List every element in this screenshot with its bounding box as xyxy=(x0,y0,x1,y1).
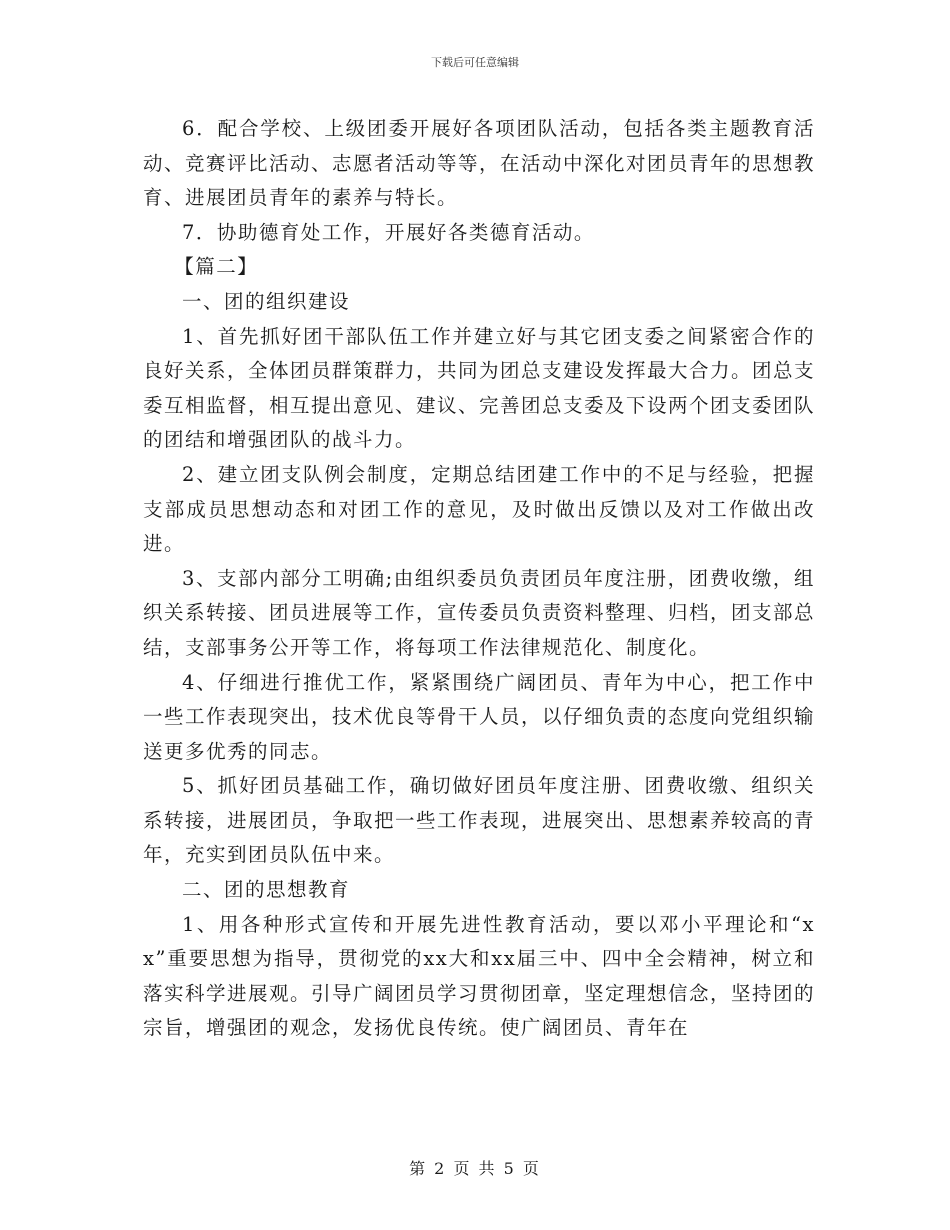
section-label-part-two: 【篇二】 xyxy=(174,255,259,279)
section-heading-ideology: 二、团的思想教育 xyxy=(182,878,351,902)
paragraph-org-4: 4、仔细进行推优工作，紧紧围绕广阔团员、青年为中心，把工作中一些工作表现突出，技术优良等骨干人员，以仔细负责的态度向党组织输送更多优秀的同志。 xyxy=(143,670,816,763)
page-header: 下载后可任意编辑 xyxy=(431,56,519,69)
paragraph-item-6: 6．配合学校、上级团委开展好各项团队活动，包括各类主题教育活动、竞赛评比活动、志愿者活动等等，在活动中深化对团员青年的思想教育、进展团员青年的素养与特长。 xyxy=(143,117,816,210)
section-heading-organization: 一、团的组织建设 xyxy=(182,289,351,313)
paragraph-org-2: 2、建立团支队例会制度，定期总结团建工作中的不足与经验，把握支部成员思想动态和对团工作的意见，及时做出反馈以及对工作做出改进。 xyxy=(143,462,815,556)
paragraph-org-5: 5、抓好团员基础工作，确切做好团员年度注册、团费收缴、组织关系转接，进展团员，争取把一些工作表现，进展突出、思想素养较高的青年，充实到团员队伍中来。 xyxy=(143,774,816,867)
paragraph-org-3: 3、支部内部分工明确;由组织委员负责团员年度注册，团费收缴，组织关系转接、团员进展等工作，宣传委员负责资料整理、归档，团支部总结，支部事务公开等工作，将每项工作法律规范化、制度化。 xyxy=(143,566,816,659)
paragraph-item-7: 7．协助德育处工作，开展好各类德育活动。 xyxy=(182,220,595,244)
paragraph-ideology-1: 1、用各种形式宣传和开展先进性教育活动，要以邓小平理论和“xx”重要思想为指导，贯彻党的xx大和xx届三中、四中全会精神，树立和落实科学进展观。引导广阔团员学习贯彻团章，坚定理想信念，坚持团的宗旨，增强团的观念，发扬优良传统。使广阔团员、青年在 xyxy=(143,912,816,1040)
document-body xyxy=(143,112,815,1046)
page-number-footer: 第 2 页 共 5 页 xyxy=(409,1159,541,1178)
paragraph-org-1: 1、首先抓好团干部队伍工作并建立好与其它团支委之间紧密合作的良好关系，全体团员群策群力，共同为团总支建设发挥最大合力。团总支委互相监督，相互提出意见、建议、完善团总支委及下设两个团支委团队的团结和增强团队的战斗力。 xyxy=(143,324,816,452)
